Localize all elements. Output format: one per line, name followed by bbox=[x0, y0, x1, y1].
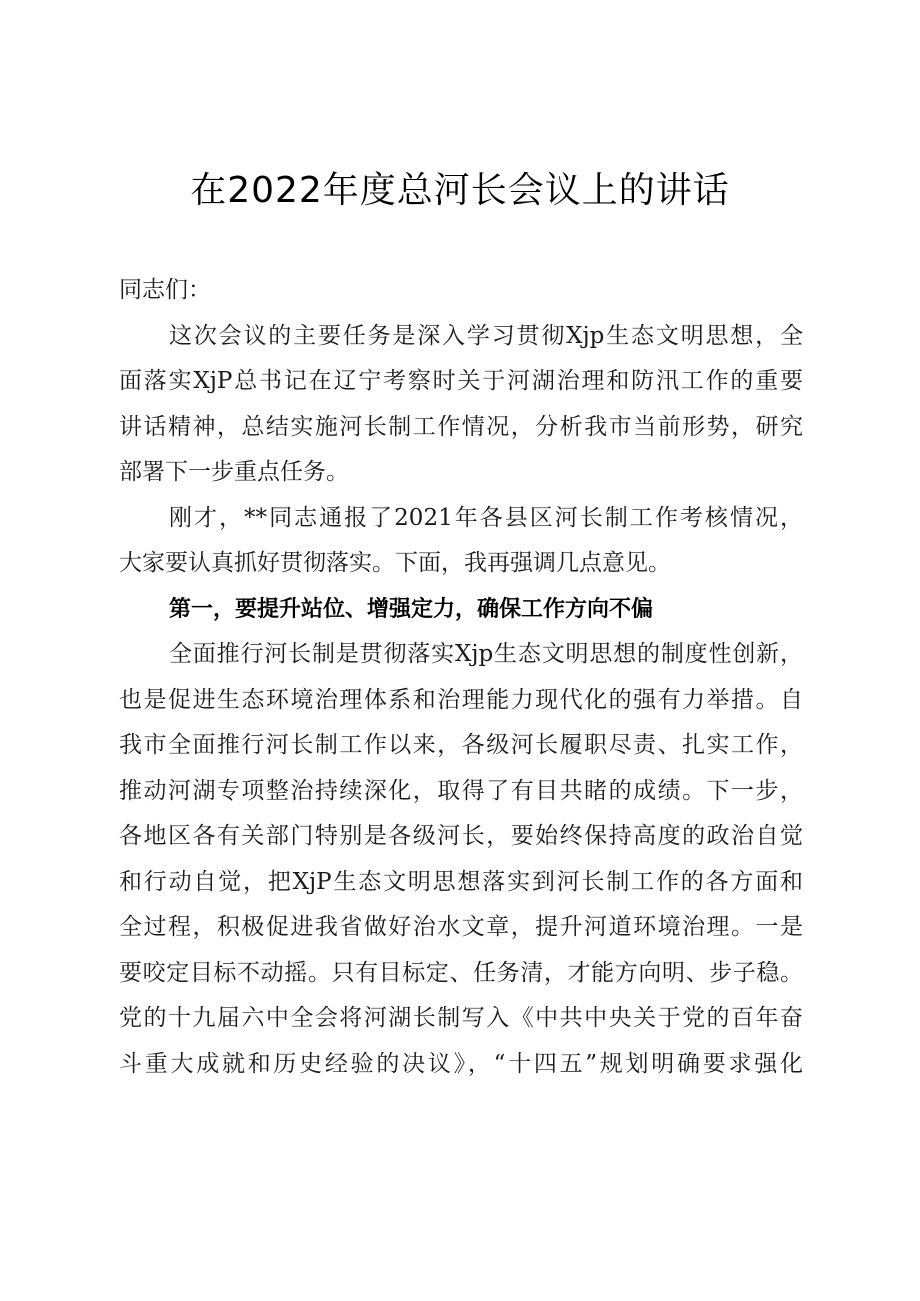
salutation: 同志们： bbox=[119, 277, 211, 303]
paragraph-line: 刚才，**同志通报了2021年各县区河长制工作考核情况， bbox=[169, 504, 803, 531]
paragraph-line: 大家要认真抓好贯彻落实。下面，我再强调几点意见。 bbox=[119, 550, 671, 576]
paragraph-3 bbox=[119, 632, 803, 1087]
paragraph-line: 和行动自觉，把XjP生态文明思想落实到河长制工作的各方面和 bbox=[119, 868, 803, 895]
paragraph-line: 要咬定目标不动摇。只有目标定、任务清，才能方向明、步子稳。 bbox=[119, 959, 803, 986]
paragraph-1 bbox=[119, 314, 803, 496]
paragraph-line: 也是促进生态环境治理体系和治理能力现代化的强有力举措。自 bbox=[119, 686, 803, 713]
paragraph-line: 推动河湖专项整治持续深化，取得了有目共睹的成绩。下一步， bbox=[119, 777, 803, 804]
paragraph-2 bbox=[119, 496, 803, 587]
document-body bbox=[119, 268, 803, 1087]
paragraph-line: 我市全面推行河长制工作以来，各级河长履职尽责、扎实工作， bbox=[119, 732, 803, 758]
paragraph-line: 全过程，积极促进我省做好治水文章，提升河道环境治理。一是 bbox=[119, 914, 803, 940]
paragraph-line: 面落实XjP总书记在辽宁考察时关于河湖治理和防汛工作的重要 bbox=[119, 368, 803, 394]
paragraph-line: 部署下一步重点任务。 bbox=[119, 459, 349, 485]
paragraph-line: 讲话精神，总结实施河长制工作情况，分析我市当前形势，研究 bbox=[119, 413, 803, 440]
paragraph-line: 各地区各有关部门特别是各级河长，要始终保持高度的政治自觉 bbox=[119, 823, 803, 849]
paragraph-line: 全面推行河长制是贯彻落实Xjp生态文明思想的制度性创新， bbox=[169, 641, 803, 667]
paragraph-line: 斗重大成就和历史经验的决议》，“十四五”规划明确要求强化 bbox=[119, 1050, 803, 1077]
paragraph-line: 党的十九届六中全会将河湖长制写入《中共中央关于党的百年奋 bbox=[119, 1005, 803, 1031]
section-heading: 第一，要提升站位、增强定力，确保工作方向不偏 bbox=[169, 596, 654, 622]
paragraph-line: 这次会议的主要任务是深入学习贯彻Xjp生态文明思想，全 bbox=[169, 322, 803, 349]
document-title: 在2022年度总河长会议上的讲话 bbox=[190, 170, 730, 211]
